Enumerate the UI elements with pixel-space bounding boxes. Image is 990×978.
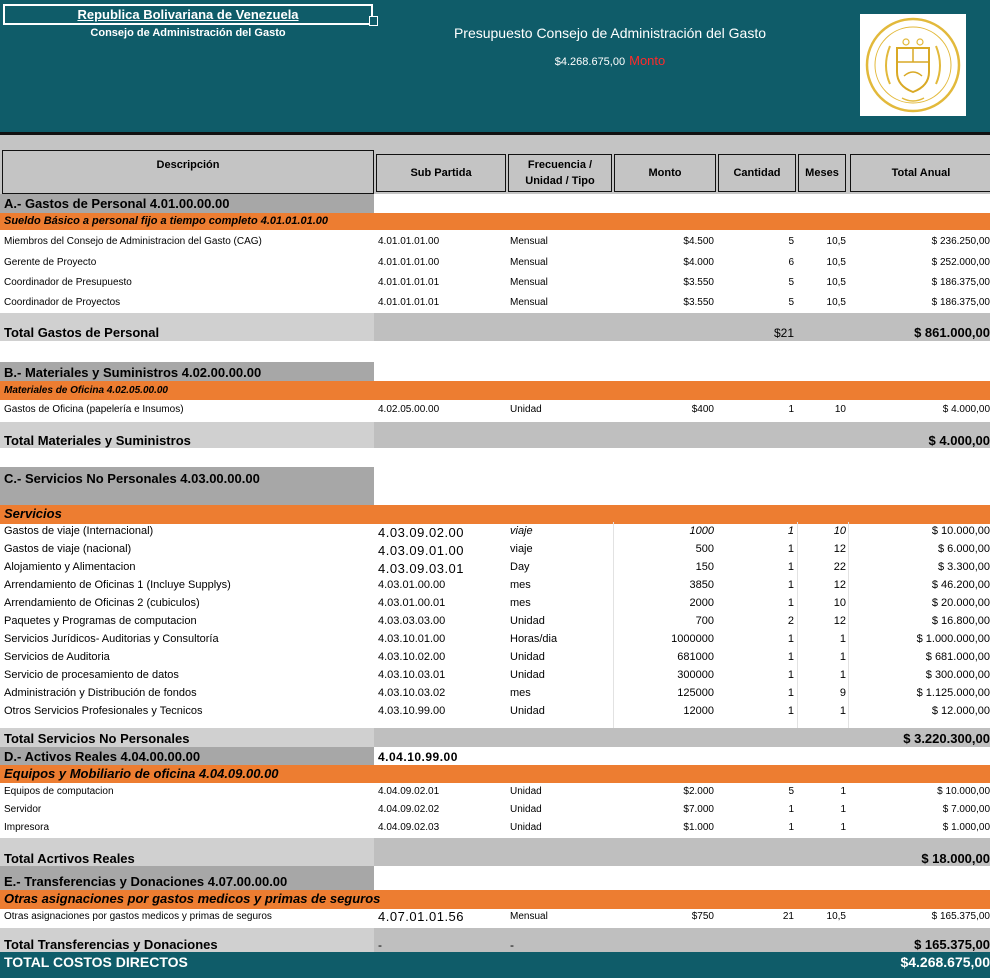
cell-cantidad[interactable]: 1 [787,687,794,699]
table-row[interactable] [0,404,990,422]
section-b-total-label: Total Materiales y Suministros [4,433,191,448]
cell-frecuencia[interactable]: mes [510,687,531,699]
table-row[interactable] [0,597,990,615]
section-e-total-dash: - [378,938,382,952]
cell-total-anual[interactable]: $ 252.000,00 [931,257,990,268]
budget-amount-line [380,53,840,68]
cell-meses[interactable]: 1 [840,822,846,833]
table-row[interactable] [0,277,990,297]
section-a-total-row[interactable] [0,313,990,341]
cell-meses[interactable]: 1 [839,651,846,663]
grid-line [848,522,849,728]
section-e-total-row[interactable] [0,928,990,952]
cell-descripcion[interactable]: Arrendamiento de Oficinas 2 (cubiculos) [4,597,200,609]
cell-frecuencia[interactable]: Unidad [510,786,542,797]
column-header-label: Total Anual [891,167,951,179]
table-row[interactable] [0,543,990,561]
cell-monto[interactable]: $4.000 [683,257,714,268]
cell-frecuencia[interactable]: mes [510,597,531,609]
section-b-title: B.- Materiales y Suministros 4.02.00.00.00 [0,362,374,381]
cell-monto[interactable]: $4.500 [683,236,714,247]
section-c-header[interactable] [0,467,990,505]
section-a-total-amount: $ 861.000,00 [914,325,990,340]
cell-total-anual[interactable]: $ 1.000,00 [942,822,990,833]
table-row[interactable] [0,651,990,669]
cell-total-anual[interactable]: $ 46.200,00 [931,579,990,591]
cell-monto[interactable]: 300000 [677,669,714,681]
section-e-total-dash: - [510,938,514,952]
col-total-anual[interactable] [850,154,990,192]
cell-total-anual[interactable]: $ 10.000,00 [937,786,990,797]
cell-descripcion[interactable]: Gastos de viaje (Internacional) [4,525,154,537]
cell-sub-partida[interactable]: 4.04.09.02.01 [378,786,440,797]
cell-meses[interactable]: 12 [833,543,846,555]
section-e-total-amount: $ 165.375,00 [914,937,990,952]
section-b-header[interactable] [0,362,990,381]
section-a-title: A.- Gastos de Personal 4.01.00.00.00 [0,194,374,213]
cell-total-anual[interactable]: $ 3.300,00 [938,561,990,573]
column-header-label: Descripción [156,159,220,171]
column-header-label: Sub Partida [410,167,472,179]
cell-monto[interactable]: 700 [695,615,714,627]
section-e-total-label: Total Transferencias y Donaciones [4,937,218,952]
table-row[interactable] [0,705,990,723]
cell-total-anual[interactable]: $ 7.000,00 [942,804,990,815]
cell-meses[interactable]: 1 [839,633,846,645]
cell-cantidad[interactable]: 1 [787,561,794,573]
cell-frecuencia[interactable]: Unidad [510,669,545,681]
grand-total-amount: $4.268.675,00 [900,954,990,970]
gov-subtitle: Consejo de Administración del Gasto [90,27,286,39]
cell-total-anual[interactable]: $ 4.000,00 [942,404,990,415]
cell-total-anual[interactable]: $ 10.000,00 [931,525,990,537]
cell-meses[interactable]: 10,5 [826,911,846,922]
cell-total-anual[interactable]: $ 186.375,00 [931,297,990,308]
cell-sub-partida[interactable]: 4.01.01.01.01 [378,297,440,308]
cell-total-anual[interactable]: $ 1.125.000,00 [916,687,990,699]
cell-descripcion[interactable]: Servidor [4,804,42,815]
cell-sub-partida[interactable]: 4.03.01.00.01 [378,597,446,609]
table-row[interactable] [0,911,990,928]
cell-sub-partida[interactable]: 4.03.10.03.02 [378,687,446,699]
cell-cantidad[interactable]: 1 [788,404,794,415]
cell-cantidad[interactable]: 1 [787,597,794,609]
cell-cantidad[interactable]: 21 [782,911,794,922]
cell-monto[interactable]: 1000 [689,525,714,537]
column-header-label: Unidad / Tipo [525,175,595,187]
cell-meses[interactable]: 10,5 [826,236,846,247]
cell-total-anual[interactable]: $ 12.000,00 [931,705,990,717]
cell-frecuencia[interactable]: Mensual [510,277,548,288]
cell-cantidad[interactable]: 1 [787,669,794,681]
cell-total-anual[interactable]: $ 6.000,00 [938,543,990,555]
cell-descripcion[interactable]: Alojamiento y Alimentacion [4,561,136,573]
section-d-partida: 4.04.10.99.00 [378,750,458,764]
table-row[interactable] [0,786,990,804]
cell-descripcion[interactable]: Paquetes y Programas de computacion [4,615,197,627]
cell-descripcion[interactable]: Gerente de Proyecto [4,257,97,268]
cell-frecuencia[interactable]: Unidad [510,651,545,663]
table-row[interactable] [0,669,990,687]
table-row[interactable] [0,615,990,633]
cell-meses[interactable]: 10 [834,404,846,415]
cell-descripcion[interactable]: Servicios Jurídicos- Auditorias y Consultoría [4,633,219,645]
column-header-row [0,150,990,194]
table-row[interactable] [0,579,990,597]
column-header-label: Meses [805,167,839,179]
table-row[interactable] [0,257,990,277]
section-c-subtitle: Servicios [4,506,62,521]
cell-frecuencia[interactable]: Mensual [510,297,548,308]
budget-amount: $4.268.675,00 [554,56,626,68]
cell-monto[interactable]: $750 [691,911,714,922]
cell-meses[interactable]: 10,5 [826,257,846,268]
section-e-subheader[interactable] [0,890,990,909]
grid-line [613,522,614,728]
cell-descripcion[interactable]: Administración y Distribución de fondos [4,687,197,699]
section-c-subheader[interactable] [0,505,990,524]
table-row[interactable] [0,561,990,579]
section-c-title: C.- Servicios No Personales 4.03.00.00.00 [0,467,374,505]
section-b-total-amount: $ 4.000,00 [928,433,990,448]
section-e-subtitle: Otras asignaciones por gastos medicos y primas de seguros [4,891,381,906]
col-cantidad[interactable] [718,154,796,192]
col-frecuencia[interactable] [508,154,612,192]
cell-cantidad[interactable]: 1 [788,822,794,833]
cell-descripcion[interactable]: Otras asignaciones por gastos medicos y primas de seguros [4,911,272,922]
gov-title: Republica Bolivariana de Venezuela [77,7,299,22]
cell-monto[interactable]: 125000 [677,687,714,699]
section-a-header[interactable] [0,194,990,213]
cell-cantidad[interactable]: 1 [787,651,794,663]
cell-sub-partida[interactable]: 4.07.01.01.56 [378,909,465,924]
cell-total-anual[interactable]: $ 681.000,00 [925,651,990,663]
cell-meses[interactable]: 9 [839,687,846,699]
cell-monto[interactable]: $400 [691,404,714,415]
cell-meses[interactable]: 1 [839,669,846,681]
cell-cantidad[interactable]: 2 [787,615,794,627]
cell-sub-partida[interactable]: 4.03.09.03.01 [378,561,465,576]
section-a-total-count: $21 [773,326,794,340]
cell-cantidad[interactable]: 6 [788,257,794,268]
cell-cantidad[interactable]: 1 [787,525,794,537]
cell-frecuencia[interactable]: Unidad [510,822,542,833]
cell-meses[interactable]: 12 [833,615,846,627]
cell-sub-partida[interactable]: 4.03.10.02.00 [378,651,446,663]
table-row[interactable] [0,633,990,651]
header-gray-band [0,135,990,150]
cell-monto[interactable]: 12000 [683,705,714,717]
table-row[interactable] [0,804,990,822]
section-a-subheader[interactable] [0,213,990,230]
cell-sub-partida[interactable]: 4.03.09.02.00 [378,525,465,540]
section-c-total-label: Total Servicios No Personales [4,731,190,746]
cell-descripcion[interactable]: Impresora [4,822,50,833]
cell-meses[interactable]: 1 [839,705,846,717]
cell-frecuencia[interactable]: Horas/dia [510,633,558,645]
cell-sub-partida[interactable]: 4.03.10.01.00 [378,633,446,645]
section-b-subheader[interactable] [0,381,990,400]
cell-cantidad[interactable]: 1 [787,633,794,645]
section-d-total-amount: $ 18.000,00 [921,851,990,866]
cell-total-anual[interactable]: $ 236.250,00 [931,236,990,247]
cell-cantidad[interactable]: 5 [788,297,794,308]
cell-frecuencia[interactable]: Unidad [510,404,542,415]
cell-meses[interactable]: 10 [833,597,846,609]
cell-sub-partida[interactable]: 4.01.01.01.00 [378,236,440,247]
cell-total-anual[interactable]: $ 300.000,00 [925,669,990,681]
cell-frecuencia[interactable]: Unidad [510,615,545,627]
column-header-label: Frecuencia / [527,159,593,171]
cell-monto[interactable]: $1.000 [683,822,714,833]
cell-sub-partida[interactable]: 4.03.09.01.00 [378,543,465,558]
section-d-subtitle: Equipos y Mobiliario de oficina 4.04.09.00.00 [4,766,279,781]
cell-sub-partida[interactable]: 4.01.01.01.01 [378,277,440,288]
cell-cantidad[interactable]: 5 [788,786,794,797]
cell-monto[interactable]: 500 [695,543,714,555]
cell-total-anual[interactable]: $ 20.000,00 [931,597,990,609]
cell-sub-partida[interactable]: 4.03.10.03.01 [378,669,446,681]
grand-total-label: TOTAL COSTOS DIRECTOS [4,954,188,970]
cell-cantidad[interactable]: 5 [788,236,794,247]
grid-line [797,522,798,728]
cell-cantidad[interactable]: 5 [788,277,794,288]
column-header-label: Monto [648,167,682,179]
cell-cantidad[interactable]: 1 [787,705,794,717]
cell-meses[interactable]: 10 [833,525,846,537]
section-b-total-row[interactable] [0,422,990,448]
table-row[interactable] [0,236,990,256]
cell-frecuencia[interactable]: viaje [510,543,533,555]
section-d-title: D.- Activos Reales 4.04.00.00.00 [0,747,374,765]
cell-monto[interactable]: $2.000 [683,786,714,797]
cell-monto[interactable]: 3850 [689,579,714,591]
column-header-label: Cantidad [733,167,781,179]
cell-cantidad[interactable]: 1 [787,579,794,591]
cell-total-anual[interactable]: $ 1.000.000,00 [916,633,990,645]
cell-frecuencia[interactable]: Unidad [510,705,545,717]
section-d-total-row[interactable] [0,838,990,866]
cell-descripcion[interactable]: Coordinador de Presupuesto [4,277,132,288]
section-e-header[interactable] [0,866,990,890]
cell-frecuencia[interactable]: Day [510,561,530,573]
coat-of-arms-icon [860,14,966,116]
cell-monto[interactable]: 150 [695,561,714,573]
table-row[interactable] [0,822,990,838]
col-descripcion[interactable] [2,150,374,194]
cell-frecuencia[interactable]: Mensual [510,236,548,247]
section-d-header[interactable] [0,747,990,765]
col-meses[interactable] [798,154,846,192]
col-monto[interactable] [614,154,716,192]
cell-descripcion[interactable]: Gastos de Oficina (papelería e Insumos) [4,404,184,415]
cell-monto[interactable]: $7.000 [683,804,714,815]
cell-frecuencia[interactable]: Mensual [510,257,548,268]
section-a-total-label: Total Gastos de Personal [4,325,160,340]
col-sub-partida[interactable] [376,154,506,192]
cell-sub-partida[interactable]: 4.02.05.00.00 [378,404,440,415]
cell-frecuencia[interactable]: Mensual [510,911,548,922]
cell-descripcion[interactable]: Coordinador de Proyectos [4,297,121,308]
cell-descripcion[interactable]: Equipos de computacion [4,786,114,797]
cell-meses[interactable]: 1 [840,804,846,815]
cell-monto[interactable]: $3.550 [683,297,714,308]
cell-sub-partida[interactable]: 4.03.03.03.00 [378,615,446,627]
cell-sub-partida[interactable]: 4.04.09.02.02 [378,804,440,815]
cell-descripcion[interactable]: Servicios de Auditoria [4,651,110,663]
cell-cantidad[interactable]: 1 [787,543,794,555]
cell-monto[interactable]: $3.550 [683,277,714,288]
cell-meses[interactable]: 10,5 [826,277,846,288]
section-e-title: E.- Transferencias y Donaciones 4.07.00.00.00 [0,866,374,890]
table-row[interactable] [0,297,990,313]
budget-title: Presupuesto Consejo de Administración del Gasto [453,25,767,41]
cell-meses[interactable]: 22 [833,561,846,573]
table-row[interactable] [0,687,990,705]
cell-sub-partida[interactable]: 4.03.01.00.00 [378,579,446,591]
cell-sub-partida[interactable]: 4.04.09.02.03 [378,822,440,833]
cell-frecuencia[interactable]: mes [510,579,531,591]
section-d-total-label: Total Acrtivos Reales [4,851,135,866]
cell-descripcion[interactable]: Gastos de viaje (nacional) [4,543,132,555]
cell-frecuencia[interactable]: Unidad [510,804,542,815]
cell-frecuencia[interactable]: viaje [510,525,533,537]
cell-meses[interactable]: 12 [833,579,846,591]
header-banner [0,0,990,132]
cell-total-anual[interactable]: $ 165.375,00 [931,911,990,922]
section-c-total-row[interactable] [0,728,990,747]
cell-total-anual[interactable]: $ 186.375,00 [931,277,990,288]
cell-meses[interactable]: 1 [840,786,846,797]
section-b-subtitle: Materiales de Oficina 4.02.05.00.00 [4,385,168,396]
budget-amount-label: Monto [629,53,666,68]
cell-descripcion[interactable]: Arrendamiento de Oficinas 1 (Incluye Supplys) [4,579,231,591]
cell-descripcion[interactable]: Otros Servicios Profesionales y Tecnicos [4,705,203,717]
section-d-subheader[interactable] [0,765,990,783]
section-c-total-amount: $ 3.220.300,00 [903,731,990,746]
cell-sub-partida[interactable]: 4.01.01.01.00 [378,257,440,268]
cell-descripcion[interactable]: Miembros del Consejo de Administracion del Gasto (CAG) [4,236,262,247]
cell-total-anual[interactable]: $ 16.800,00 [931,615,990,627]
table-row[interactable] [0,525,990,543]
cell-cantidad[interactable]: 1 [788,804,794,815]
grand-total-row[interactable] [0,952,990,978]
cell-monto[interactable]: 1000000 [671,633,714,645]
cell-meses[interactable]: 10,5 [826,297,846,308]
section-a-subtitle: Sueldo Básico a personal fijo a tiempo completo 4.01.01.01.00 [4,215,329,227]
cell-monto[interactable]: 2000 [689,597,714,609]
cell-descripcion[interactable]: Servicio de procesamiento de datos [4,669,179,681]
cell-monto[interactable]: 681000 [677,651,714,663]
cell-sub-partida[interactable]: 4.03.10.99.00 [378,705,446,717]
